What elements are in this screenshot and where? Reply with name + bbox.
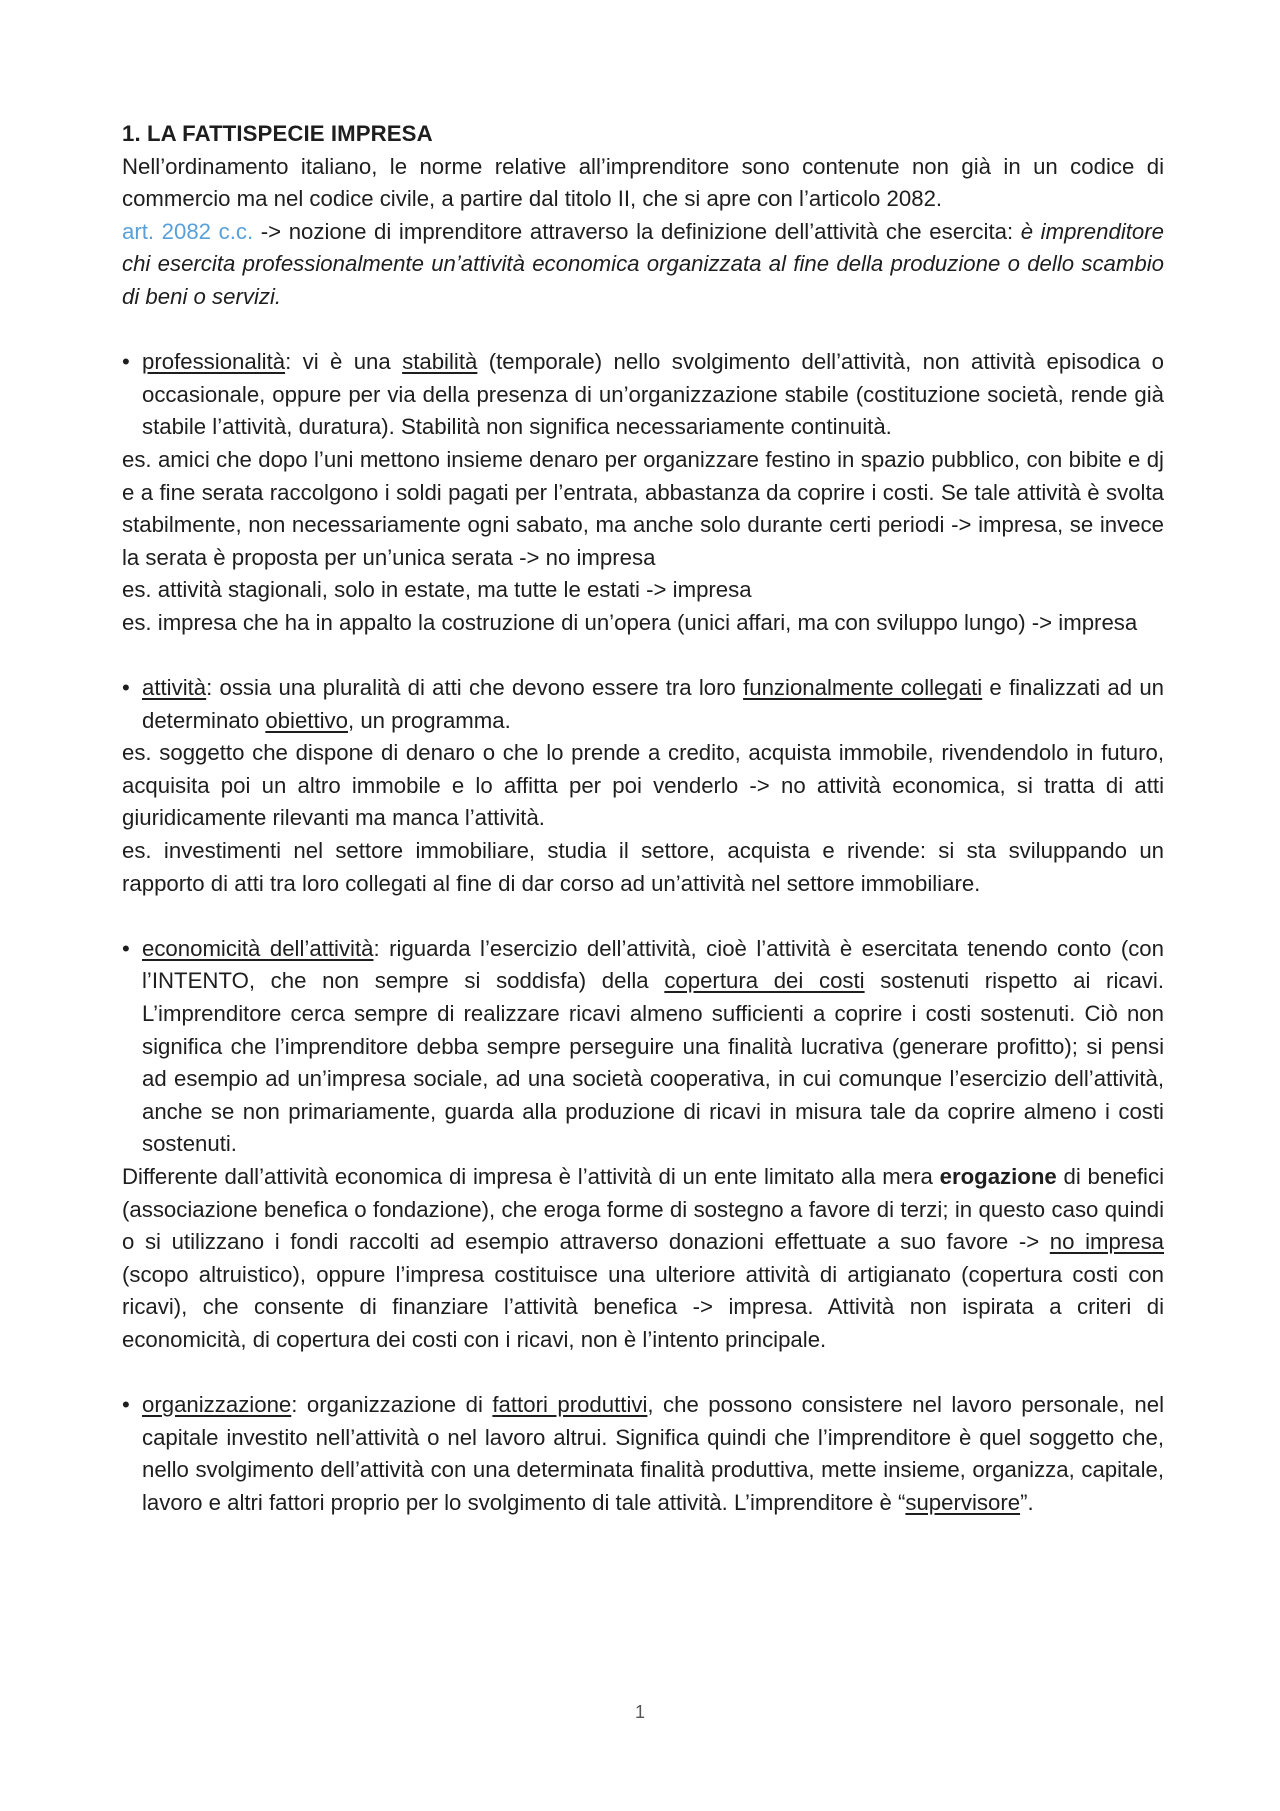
example-paragraph: es. investimenti nel settore immobiliare, studia il settore, acquista e rivende: si sta sviluppando un rapporto di atti tra loro collegati al fine di dar corso ad un’attività nel settore immobiliare.	[122, 838, 1164, 896]
bullet-dot: •	[122, 1392, 130, 1418]
bullet-dot: •	[122, 675, 130, 701]
bullet-professionalita	[122, 346, 1164, 444]
bullet-text: : organizzazione di	[291, 1392, 493, 1418]
intro-paragraph: Nell’ordinamento italiano, le norme relative all’imprenditore sono contenute non già in un codice di commercio ma nel codice civile, a partire dal titolo II, che si apre con l’articolo 2082.	[122, 153, 1164, 212]
article-paragraph	[122, 216, 1164, 314]
term-attivita: attività	[142, 675, 207, 701]
bullet-text: : riguarda l’esercizio dell’attività, cioè l’attività è esercitata tenendo conto (con l’INTENTO, che non sempre si soddisfa) della	[142, 935, 1164, 994]
paragraph-text: Differente dall’attività economica di impresa è l’attività di un ente limitato alla mera	[122, 1164, 940, 1189]
spacer	[122, 640, 1164, 673]
spacer	[122, 314, 1164, 347]
bullet-text: , un programma.	[347, 707, 511, 733]
underlined-copertura-dei-costi: copertura dei costi	[664, 968, 865, 994]
bullet-dot: •	[122, 935, 130, 961]
underlined-fattori-produttivi: fattori produttivi	[492, 1392, 648, 1418]
section-heading: 1. LA FATTISPECIE IMPRESA	[122, 121, 433, 146]
example-paragraph: es. amici che dopo l’uni mettono insieme denaro per organizzare festino in spazio pubblico, con bibite e dj e a fine serata raccolgono i soldi pagati per l’entrata, abbastanza da coprire i costi. Se tale attività è svolta stabilmente, non necessariamente ogni sabato, ma anche solo durante certi periodi -> impresa, se invece la serata è proposta per un’unica serata -> no impresa	[122, 446, 1164, 570]
bullet-text: : ossia una pluralità di atti che devono essere tra loro	[206, 675, 744, 701]
page-number: 1	[634, 1702, 645, 1722]
spacer	[122, 1357, 1164, 1390]
term-professionalita: professionalità	[142, 349, 286, 375]
example-paragraph: es. attività stagionali, solo in estate, ma tutte le estati -> impresa	[122, 577, 752, 603]
article-text: -> nozione di imprenditore attraverso la definizione dell’attività che esercita:	[253, 218, 1021, 244]
underlined-obiettivo: obiettivo	[265, 707, 348, 733]
bold-erogazione: erogazione	[939, 1164, 1057, 1189]
bullet-economicita	[122, 933, 1164, 1161]
bullet-text: , che possono consistere nel lavoro personale, nel capitale investito nell’attività o nel lavoro altrui. Significa quindi che l’imprenditore è quel soggetto che, nello svolgimento dell’attività con una determinata finalità produttiva, mette insieme, organizza, capitale, lavoro e altri fattori proprio per lo svolgimento di tale attività. L’imprenditore è “	[142, 1392, 1165, 1515]
erogazione-paragraph	[122, 1161, 1164, 1357]
underlined-no-impresa: no impresa	[1049, 1229, 1165, 1255]
underlined-stabilita: stabilità	[402, 349, 478, 375]
bullet-text: sostenuti rispetto ai ricavi. L’imprenditore cerca sempre di realizzare ricavi almeno sufficienti a coprire i costi sostenuti. Ciò non significa che l’imprenditore debba sempre perseguire una finalità lucrativa (generare profitto); si pensi ad esempio ad un’impresa sociale, ad una società cooperativa, in cui comunque l’esercizio dell’attività, anche se non primariamente, guarda alla produzione di ricavi in misura tale da coprire almeno i costi sostenuti.	[142, 968, 1164, 1157]
underlined-funzionalmente-collegati: funzionalmente collegati	[743, 675, 983, 701]
article-definition: è imprenditore chi esercita professionalmente un’attività economica organizzata al fine della produzione o dello scambio di beni o servizi.	[122, 218, 1164, 309]
example-paragraph: es. impresa che ha in appalto la costruzione di un’opera (unici affari, ma con sviluppo lungo) -> impresa	[122, 609, 1138, 635]
spacer	[122, 900, 1164, 933]
bullet-attivita	[122, 672, 1164, 737]
term-economicita: economicità dell’attività	[142, 935, 374, 961]
paragraph-text: (scopo altruistico), oppure l’impresa costituisce una ulteriore attività di artigianato (copertura costi con ricavi), che consente di finanziare l’attività benefica -> impresa. Attività non ispirata a criteri di economicità, di copertura dei costi con i ricavi, non è l’intento principale.	[122, 1261, 1164, 1352]
bullet-dot: •	[122, 349, 130, 375]
bullet-text: (temporale) nello svolgimento dell’attività, non attività episodica o occasionale, oppure per via della presenza di un’organizzazione stabile (costituzione società, rende già stabile l’attività, duratura). Stabilità non significa necessariamente continuità.	[142, 349, 1164, 440]
example-paragraph: es. soggetto che dispone di denaro o che lo prende a credito, acquista immobile, rivendendolo in futuro, acquisita poi un altro immobile e lo affitta per poi venderlo -> no attività economica, si tratta di atti giuridicamente rilevanti ma manca l’attività.	[122, 740, 1164, 831]
document-page	[122, 118, 1164, 1520]
bullet-organizzazione	[122, 1389, 1164, 1519]
bullet-text: e finalizzati ad un determinato	[142, 675, 1164, 733]
bullet-text: : vi è una	[285, 349, 403, 375]
underlined-supervisore: supervisore	[905, 1489, 1021, 1515]
bullet-text: ”.	[1020, 1489, 1034, 1515]
article-reference-link[interactable]: art. 2082 c.c.	[122, 218, 254, 244]
term-organizzazione: organizzazione	[142, 1392, 292, 1418]
paragraph-text: di benefici (associazione benefica o fondazione), che eroga forme di sostegno a favore di terzi; in questo caso quindi o si utilizzano i fondi raccolti ad esempio attraverso donazioni effettuate a suo favore ->	[122, 1164, 1165, 1255]
